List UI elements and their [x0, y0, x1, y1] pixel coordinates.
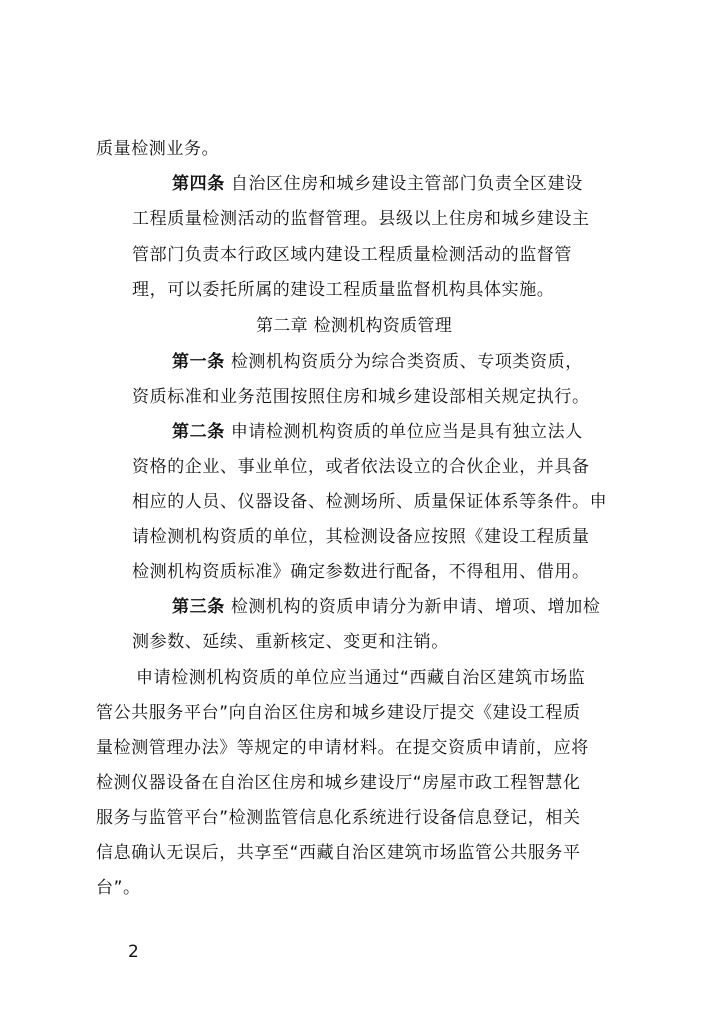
line-text: 信息确认无误后，共享至“西藏自治区建筑市场监管公共服务平 — [96, 843, 581, 863]
line-text: 相应的人员、仪器设备、检测场所、质量保证体系等条件。申 — [132, 492, 608, 512]
text-line-5 — [132, 278, 554, 302]
line-text: 理，可以委托所属的建设工程质量监督机构具体实施。 — [132, 280, 555, 300]
line-text: 申请检测机构资质的单位应当通过“西藏自治区建筑市场监 — [136, 668, 586, 688]
line-text: 量检测管理办法》等规定的申请材料。在提交资质申请前，应将 — [96, 738, 589, 758]
line-text: 管公共服务平台”向自治区住房和城乡建设厅提交《建设工程质 — [96, 703, 581, 723]
text-line-14 — [132, 630, 449, 654]
line-text: 资格的企业、事业单位，或者依法设立的合伙企业，并具备 — [132, 457, 590, 477]
line-text: 检测机构资质分为综合类资质、专项类资质， — [224, 352, 583, 372]
text-line-21 — [96, 876, 141, 900]
line-text: 台”。 — [96, 878, 141, 898]
article-1-line — [172, 350, 583, 374]
article-2-line — [172, 420, 583, 444]
line-text: 质量检测业务。 — [96, 139, 220, 159]
line-text: 资质标准和业务范围按照住房和城乡建设部相关规定执行。 — [132, 387, 590, 407]
line-text: 工程质量检测活动的监督管理。县级以上住房和城乡建设主 — [132, 209, 590, 229]
line-text: 管部门负责本行政区域内建设工程质量检测活动的监督管 — [132, 245, 572, 265]
text-line-9 — [132, 455, 590, 479]
text-line-15 — [136, 666, 585, 690]
article-3-line — [172, 595, 600, 619]
text-line-17 — [96, 736, 589, 760]
text-line-18 — [96, 771, 581, 795]
text-line-11 — [132, 525, 590, 549]
article-label: 第一条 — [172, 352, 225, 372]
line-text: 检测机构资质标准》确定参数进行配备，不得租用、借用。 — [132, 562, 590, 582]
line-text: 检测机构的资质申请分为新申请、增项、增加检 — [224, 597, 601, 617]
text-line-7 — [132, 385, 590, 409]
text-line-4 — [132, 243, 572, 267]
text-line-1 — [96, 137, 219, 161]
text-line-12 — [132, 560, 590, 584]
page-number: 2 — [128, 942, 139, 962]
chapter-heading: 第二章 检测机构资质管理 — [256, 316, 453, 336]
text-line-16 — [96, 701, 581, 725]
article-4-line — [172, 172, 583, 196]
text-line-10 — [132, 490, 607, 514]
line-text: 自治区住房和城乡建设主管部门负责全区建设 — [224, 174, 583, 194]
text-line-20 — [96, 841, 581, 865]
text-line-19 — [96, 806, 581, 830]
article-label: 第三条 — [172, 597, 225, 617]
line-text: 申请检测机构资质的单位应当是具有独立法人 — [224, 422, 583, 442]
line-text: 请检测机构资质的单位，其检测设备应按照《建设工程质量 — [132, 527, 590, 547]
line-text: 检测仪器设备在自治区住房和城乡建设厅“房屋市政工程智慧化 — [96, 773, 581, 793]
article-label: 第二条 — [172, 422, 225, 442]
line-text: 测参数、延续、重新核定、变更和注销。 — [132, 632, 449, 652]
article-label: 第四条 — [172, 174, 225, 194]
line-text: 服务与监管平台”检测监管信息化系统进行设备信息登记，相关 — [96, 808, 581, 828]
text-line-3 — [132, 207, 590, 231]
